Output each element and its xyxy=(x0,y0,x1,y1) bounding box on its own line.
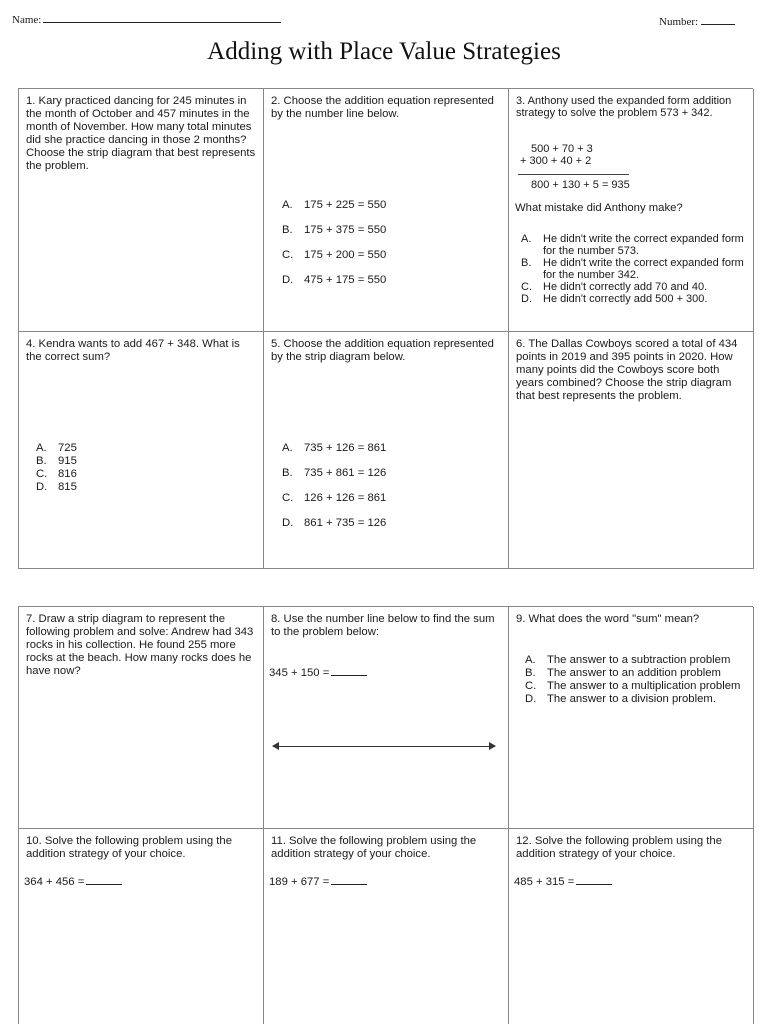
question-cell-8 xyxy=(264,607,509,829)
question-10-text: 10. Solve the following problem using the addition strategy of your choice. xyxy=(26,835,232,860)
name-label: Name: xyxy=(12,14,42,26)
option-d[interactable] xyxy=(36,481,77,494)
option-b[interactable] xyxy=(282,224,386,237)
option-text: 475 + 175 = 550 xyxy=(304,274,387,286)
option-d[interactable] xyxy=(521,293,753,305)
question-cell-10 xyxy=(19,829,264,1024)
option-letter: A. xyxy=(525,654,536,666)
option-c[interactable] xyxy=(282,249,386,262)
option-letter: D. xyxy=(521,293,532,305)
option-letter: C. xyxy=(282,492,294,504)
option-text: He didn't write the correct expanded form for the number 573. xyxy=(543,233,744,257)
question-cell-6 xyxy=(509,332,754,569)
option-d[interactable] xyxy=(282,274,386,287)
option-letter: B. xyxy=(36,455,47,467)
question-cell-2 xyxy=(264,89,509,332)
question-grid-bottom xyxy=(18,606,753,1024)
q3-addend-row-1: 500 + 70 + 3 xyxy=(531,143,593,155)
option-text: 815 xyxy=(58,481,77,493)
option-d[interactable] xyxy=(282,517,386,530)
q12-answer-blank[interactable] xyxy=(576,875,612,885)
option-letter: D. xyxy=(282,274,294,286)
option-a[interactable] xyxy=(282,442,386,455)
question-9-text: 9. What does the word "sum" mean? xyxy=(516,613,700,625)
q8-equation-text: 345 + 150 = xyxy=(269,667,330,679)
q11-answer-blank[interactable] xyxy=(331,875,367,885)
number-blank[interactable] xyxy=(701,16,735,25)
q3-question: What mistake did Anthony make? xyxy=(515,202,683,214)
question-2-options xyxy=(282,199,386,299)
option-text: He didn't write the correct expanded form for the number 342. xyxy=(543,257,744,281)
option-letter: C. xyxy=(282,249,294,261)
option-letter: A. xyxy=(282,442,293,454)
option-text: The answer to an addition problem xyxy=(547,667,721,679)
question-12-text: 12. Solve the following problem using the addition strategy of your choice. xyxy=(516,835,722,860)
question-3-options xyxy=(521,233,753,305)
option-letter: B. xyxy=(525,667,536,679)
option-text: 725 xyxy=(58,442,77,454)
name-field[interactable] xyxy=(12,14,281,26)
option-b[interactable] xyxy=(36,455,77,468)
question-cell-4 xyxy=(19,332,264,569)
option-text: 175 + 375 = 550 xyxy=(304,224,387,236)
q10-equation-text: 364 + 456 = xyxy=(24,876,85,888)
option-letter: C. xyxy=(36,468,48,480)
question-6-text: 6. The Dallas Cowboys scored a total of 434 points in 2019 and 395 points in 2020. How many points did the Cowboys score both years combined? Choose the strip diagram that best represents the problem. xyxy=(516,338,738,402)
option-b[interactable] xyxy=(282,467,386,480)
question-5-options xyxy=(282,442,386,542)
q10-equation xyxy=(24,875,122,889)
option-b[interactable] xyxy=(521,257,753,281)
option-text: 861 + 735 = 126 xyxy=(304,517,387,529)
question-4-text: 4. Kendra wants to add 467 + 348. What is the correct sum? xyxy=(26,338,240,363)
question-1-text: 1. Kary practiced dancing for 245 minutes in the month of October and 457 minutes in the month of November. How many total minutes did she practice dancing in those 2 months? Choose the strip diagram that best represents the problem. xyxy=(26,95,256,172)
question-2-text: 2. Choose the addition equation represented by the number line below. xyxy=(271,95,494,120)
option-letter: B. xyxy=(282,224,293,236)
q11-equation-text: 189 + 677 = xyxy=(269,876,330,888)
question-4-options xyxy=(36,442,77,494)
option-a[interactable] xyxy=(36,442,77,455)
option-letter: B. xyxy=(282,467,293,479)
option-letter: D. xyxy=(282,517,294,529)
number-field[interactable] xyxy=(659,16,735,28)
option-text: He didn't correctly add 500 + 300. xyxy=(543,293,708,305)
number-label: Number: xyxy=(659,16,699,28)
page-title: Adding with Place Value Strategies xyxy=(207,38,561,65)
question-grid-top xyxy=(18,88,753,569)
question-7-text: 7. Draw a strip diagram to represent the following problem and solve: Andrew had 343 rocks in his collection. He found 255 more rocks at the beach. How many rocks does he have now? xyxy=(26,613,254,677)
option-text: The answer to a subtraction problem xyxy=(547,654,731,666)
option-text: He didn't correctly add 70 and 40. xyxy=(543,281,708,293)
question-11-text: 11. Solve the following problem using the addition strategy of your choice. xyxy=(271,835,477,860)
question-cell-1 xyxy=(19,89,264,332)
option-a[interactable] xyxy=(282,199,386,212)
name-blank[interactable] xyxy=(43,14,281,23)
option-c[interactable] xyxy=(36,468,77,481)
question-cell-5 xyxy=(264,332,509,569)
question-cell-9 xyxy=(509,607,754,829)
q12-equation-text: 485 + 315 = xyxy=(514,876,575,888)
option-c[interactable] xyxy=(521,281,753,293)
q12-equation xyxy=(514,875,612,889)
option-letter: A. xyxy=(36,442,47,454)
option-text: The answer to a division problem. xyxy=(547,693,716,705)
q8-answer-blank[interactable] xyxy=(331,666,367,676)
q3-addend-row-2: + 300 + 40 + 2 xyxy=(520,155,592,167)
option-d[interactable] xyxy=(525,693,740,706)
option-letter: A. xyxy=(521,233,532,245)
option-text: The answer to a multiplication problem xyxy=(547,680,741,692)
question-cell-12 xyxy=(509,829,754,1024)
option-text: 735 + 861 = 126 xyxy=(304,467,387,479)
option-a[interactable] xyxy=(521,233,753,257)
question-cell-11 xyxy=(264,829,509,1024)
q3-sum-line xyxy=(518,174,629,175)
option-text: 175 + 225 = 550 xyxy=(304,199,387,211)
option-text: 126 + 126 = 861 xyxy=(304,492,387,504)
option-a[interactable] xyxy=(525,654,740,667)
option-letter: D. xyxy=(36,481,48,493)
option-letter: C. xyxy=(521,281,532,293)
option-letter: D. xyxy=(525,693,537,705)
option-letter: C. xyxy=(525,680,537,692)
question-3-text: 3. Anthony used the expanded form addition strategy to solve the problem 573 + 342. xyxy=(516,95,732,119)
option-letter: B. xyxy=(521,257,532,269)
q11-equation xyxy=(269,875,367,889)
option-text: 816 xyxy=(58,468,77,480)
option-c[interactable] xyxy=(525,680,740,693)
option-b[interactable] xyxy=(525,667,740,680)
question-8-text: 8. Use the number line below to find the sum to the problem below: xyxy=(271,613,495,638)
q10-answer-blank[interactable] xyxy=(86,875,122,885)
option-c[interactable] xyxy=(282,492,386,505)
question-5-text: 5. Choose the addition equation represented by the strip diagram below. xyxy=(271,338,494,363)
question-cell-7 xyxy=(19,607,264,829)
option-text: 735 + 126 = 861 xyxy=(304,442,387,454)
q8-number-line xyxy=(273,746,495,747)
question-9-options xyxy=(525,654,740,706)
q3-result: 800 + 130 + 5 = 935 xyxy=(531,179,630,191)
option-text: 915 xyxy=(58,455,77,467)
option-text: 175 + 200 = 550 xyxy=(304,249,387,261)
q8-equation xyxy=(269,666,367,680)
option-letter: A. xyxy=(282,199,293,211)
